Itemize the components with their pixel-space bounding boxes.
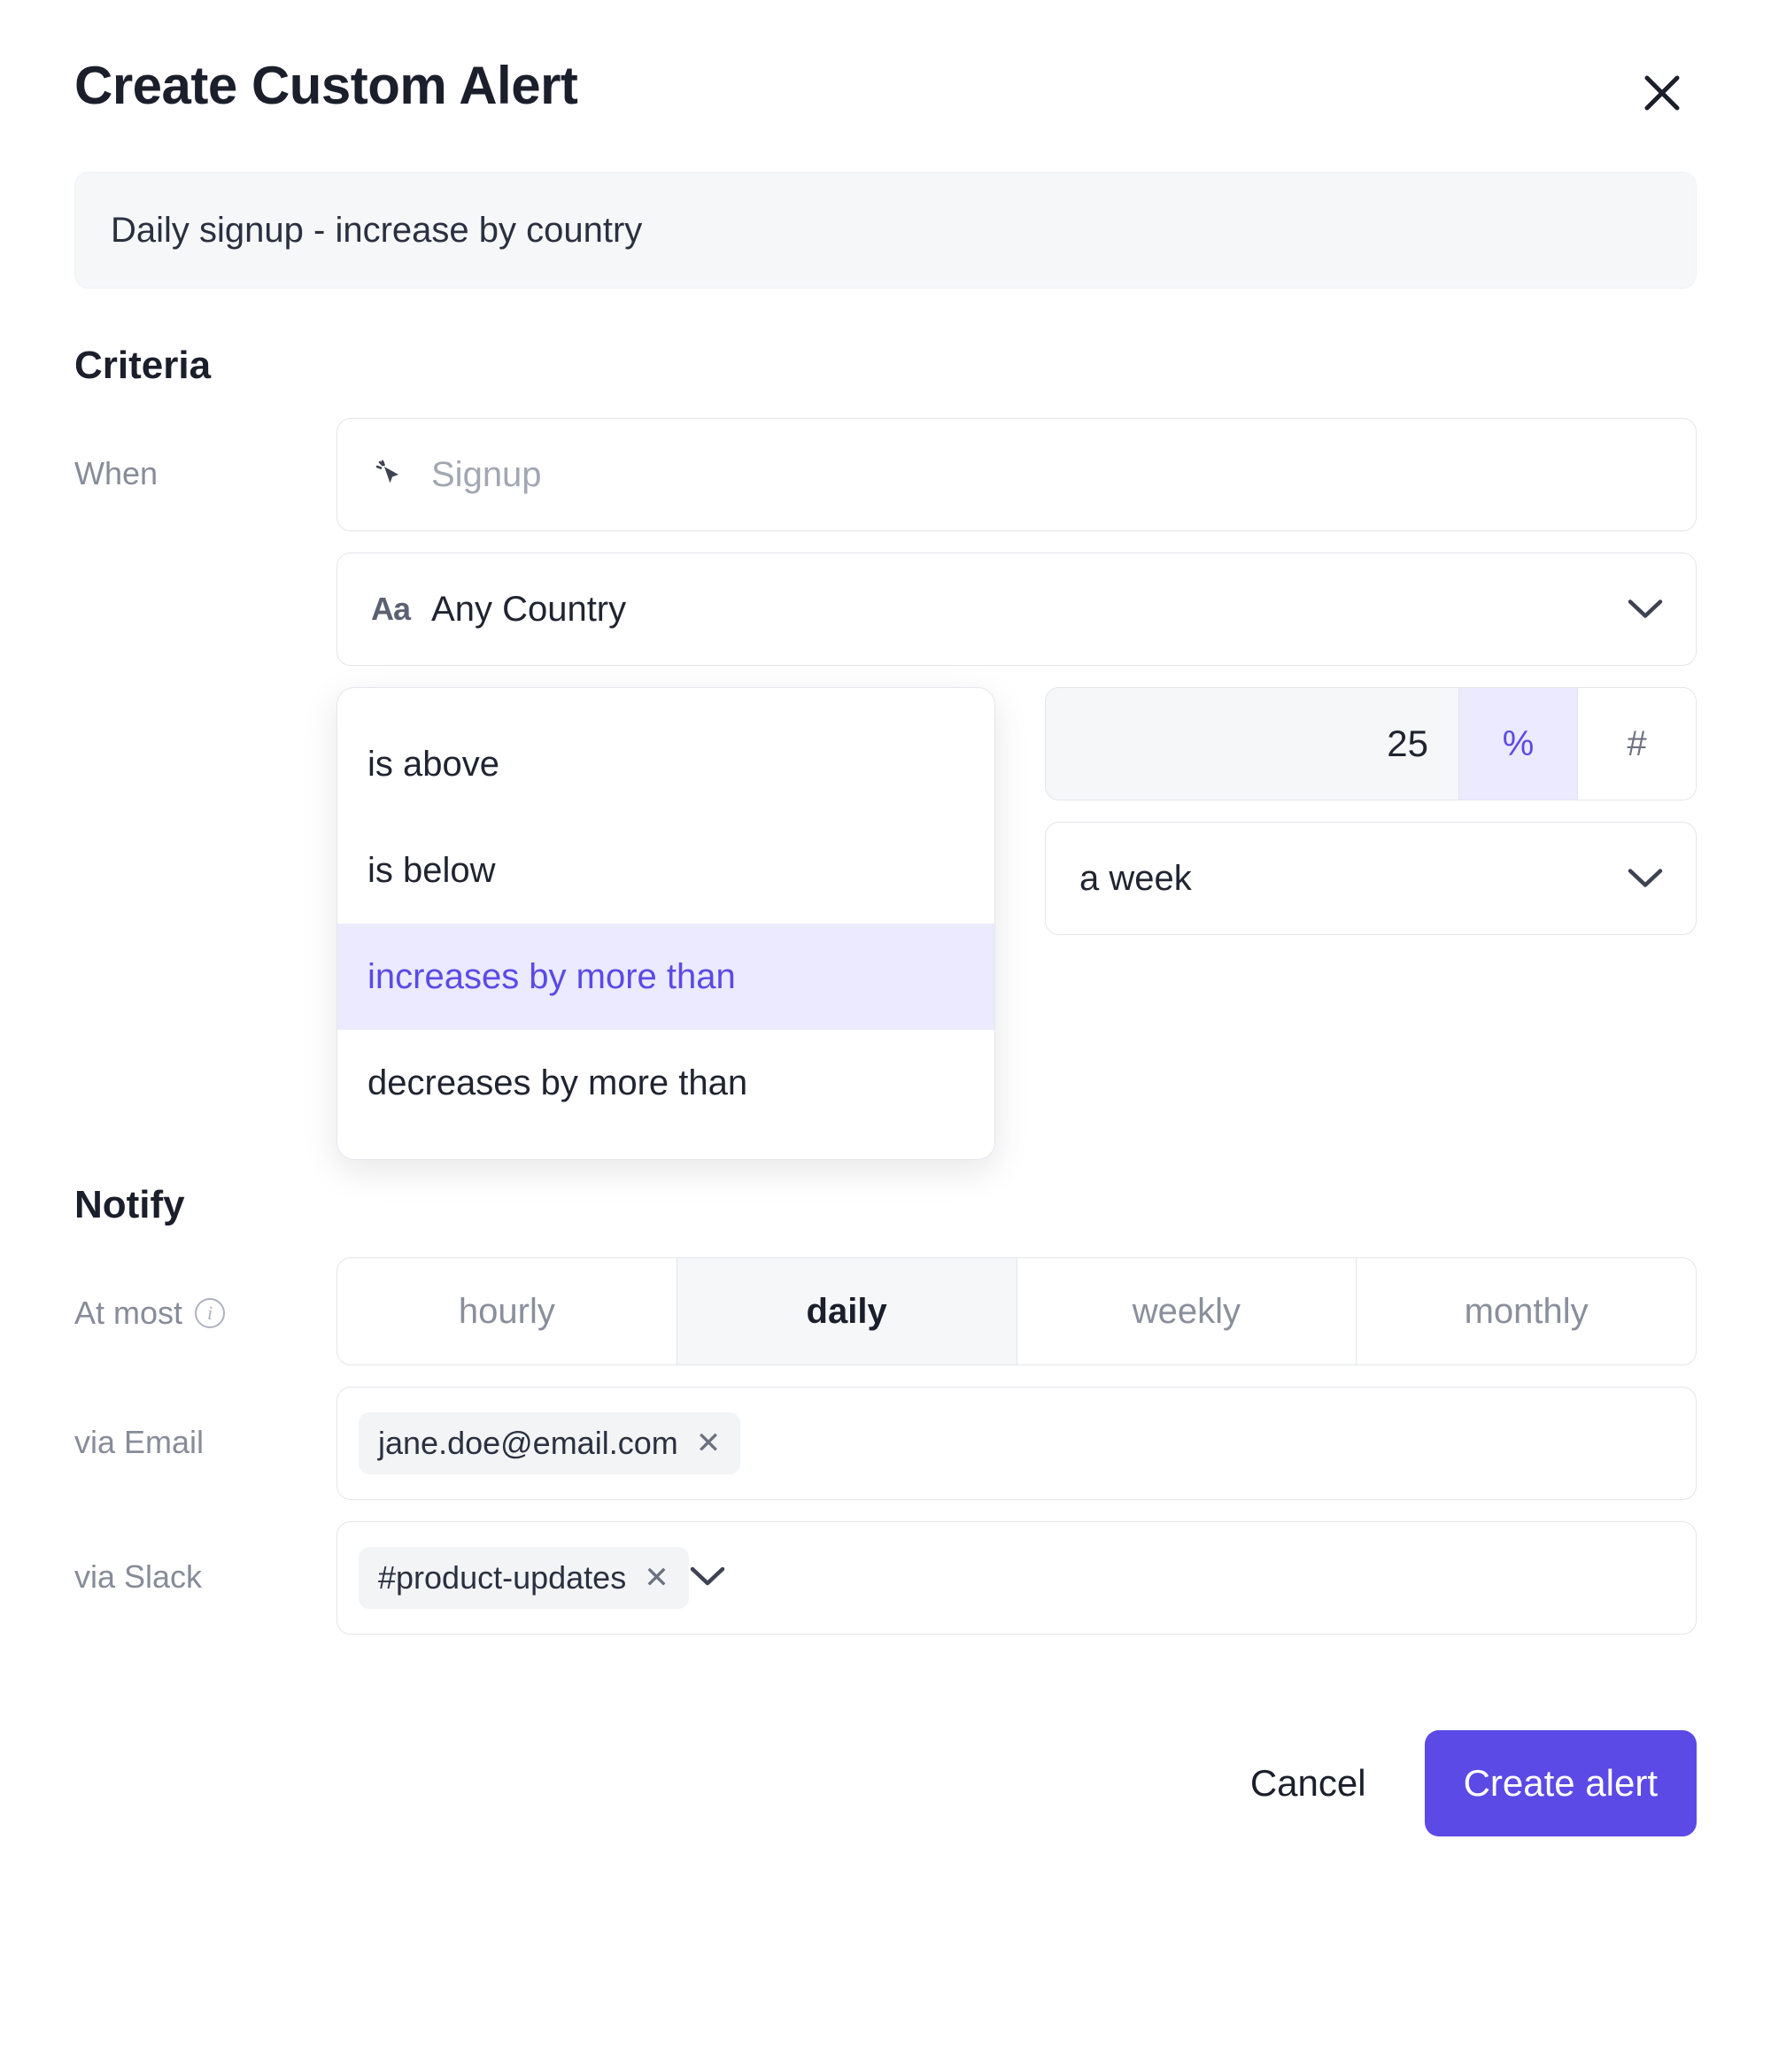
remove-slack-token-icon[interactable]: ✕ xyxy=(644,1561,669,1595)
dialog-footer xyxy=(74,1730,1697,1836)
when-row xyxy=(74,418,1697,1160)
unit-count-toggle[interactable]: # xyxy=(1577,688,1696,800)
unit-percent-toggle[interactable]: % xyxy=(1458,688,1577,800)
info-icon[interactable]: i xyxy=(195,1298,225,1328)
chevron-down-icon xyxy=(689,1565,726,1592)
condition-row xyxy=(336,687,1697,1160)
chevron-down-icon xyxy=(1627,590,1664,630)
email-token-label: jane.doe@email.com xyxy=(378,1425,678,1461)
event-select[interactable] xyxy=(336,418,1697,531)
slack-token-label: #product-updates xyxy=(378,1559,627,1596)
slack-label: via Slack xyxy=(74,1558,203,1595)
click-cursor-icon xyxy=(371,455,410,494)
frequency-segmented-control[interactable] xyxy=(336,1257,1697,1365)
cancel-button[interactable]: Cancel xyxy=(1234,1753,1382,1813)
dimension-select[interactable] xyxy=(336,553,1697,666)
frequency-option-monthly[interactable]: monthly xyxy=(1464,1291,1589,1331)
page-title: Create Custom Alert xyxy=(74,56,578,115)
period-select[interactable] xyxy=(1045,822,1697,935)
threshold-input-group[interactable] xyxy=(1045,687,1697,800)
condition-option-decreases-by-more-than[interactable]: decreases by more than xyxy=(367,1063,748,1102)
condition-option-is-below[interactable]: is below xyxy=(367,850,496,890)
notify-heading: Notify xyxy=(74,1183,185,1226)
text-aa-icon: Aa xyxy=(371,591,411,627)
remove-email-token-icon[interactable]: ✕ xyxy=(695,1426,722,1460)
slack-token xyxy=(359,1547,689,1609)
when-controls xyxy=(336,418,1697,1160)
chevron-down-icon xyxy=(1627,859,1664,899)
frequency-option-weekly[interactable]: weekly xyxy=(1017,1258,1357,1365)
condition-dropdown-menu[interactable] xyxy=(336,687,995,1160)
threshold-wrap xyxy=(1045,687,1697,935)
create-alert-button[interactable]: Create alert xyxy=(1425,1730,1697,1836)
slack-controls xyxy=(336,1521,1697,1635)
close-icon[interactable] xyxy=(1635,66,1690,120)
period-value: a week xyxy=(1079,858,1192,898)
email-row xyxy=(74,1387,1697,1500)
slack-select[interactable] xyxy=(336,1521,1697,1635)
threshold-value[interactable]: 25 xyxy=(1387,723,1428,764)
criteria-heading: Criteria xyxy=(74,344,212,387)
when-label: When xyxy=(74,455,159,491)
frequency-controls xyxy=(336,1257,1697,1365)
condition-dropdown-wrap xyxy=(336,687,995,1160)
alert-name-input[interactable] xyxy=(74,172,1697,289)
frequency-option-daily[interactable]: daily xyxy=(677,1258,1017,1365)
slack-row xyxy=(74,1521,1697,1635)
email-token xyxy=(359,1412,740,1474)
email-input[interactable] xyxy=(336,1387,1697,1500)
condition-option-is-above[interactable]: is above xyxy=(367,744,499,784)
frequency-row xyxy=(74,1257,1697,1365)
email-controls xyxy=(336,1387,1697,1500)
notify-section xyxy=(74,1183,1697,1635)
frequency-option-hourly[interactable]: hourly xyxy=(337,1258,677,1365)
frequency-label: At most i xyxy=(74,1257,336,1332)
condition-option-increases-by-more-than[interactable]: increases by more than xyxy=(337,924,994,1030)
dialog-header xyxy=(74,0,1697,120)
dimension-value: Any Country xyxy=(431,589,627,629)
event-placeholder: Signup xyxy=(431,454,542,494)
alert-name-value: Daily signup - increase by country xyxy=(111,210,643,250)
email-label: via Email xyxy=(74,1424,205,1460)
